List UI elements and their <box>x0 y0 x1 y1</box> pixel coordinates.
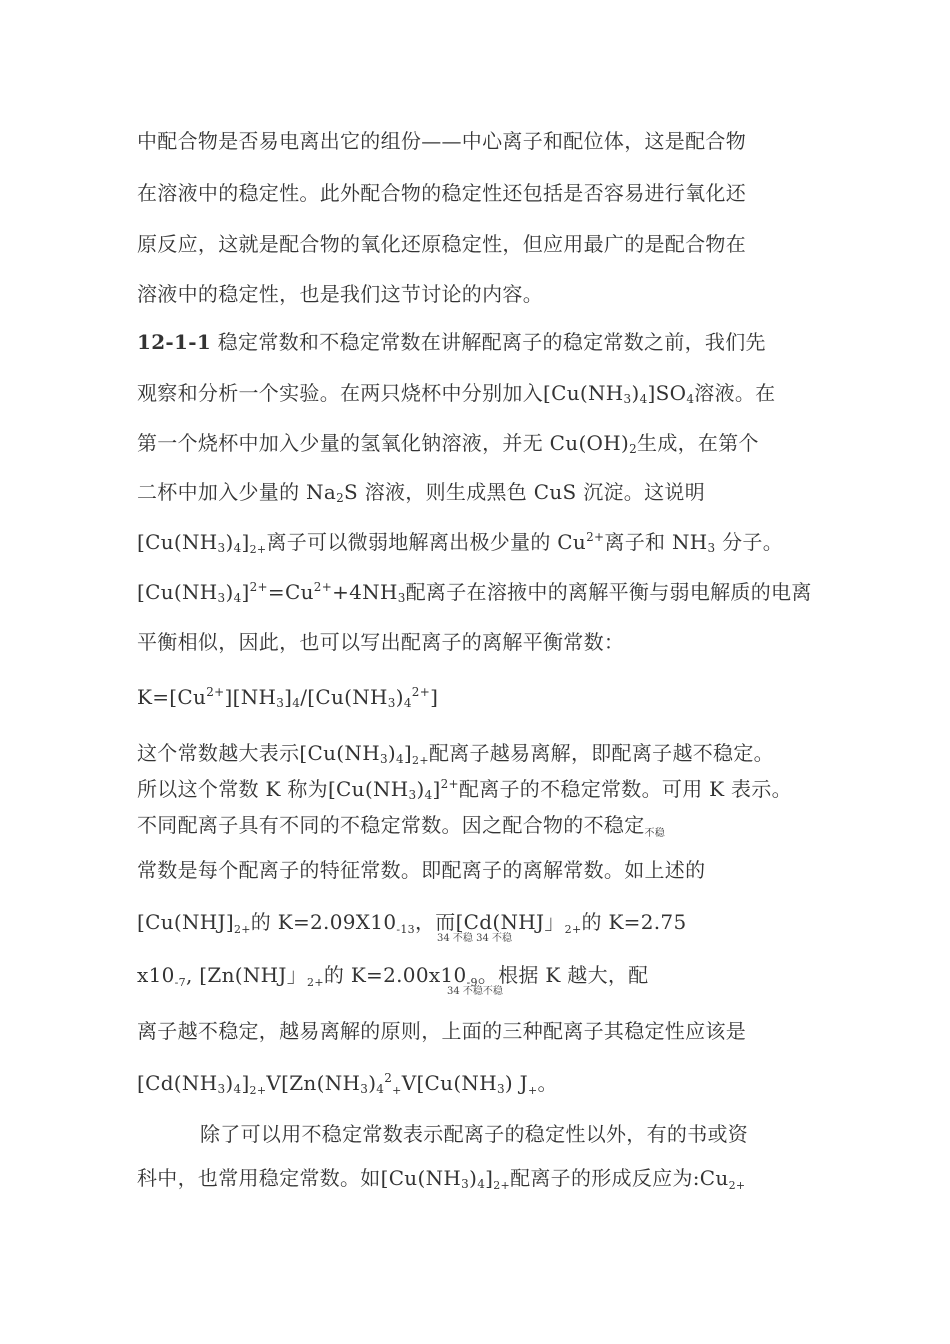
text-line <box>137 579 812 605</box>
section-number: 12-1-1 <box>137 330 212 354</box>
text-line <box>137 962 648 988</box>
subscript: 4 <box>376 1082 385 1096</box>
text-line <box>137 128 746 154</box>
text: ) <box>416 777 425 801</box>
text-line <box>137 1070 558 1096</box>
subscript: 4 <box>686 392 695 406</box>
text: 配离子在溶掖中的离解平衡与弱电解质的电离 <box>405 580 812 604</box>
text: 科中，也常用稳定常数。如[Cu(NH <box>137 1166 462 1190</box>
subscript: 2+ <box>249 1084 267 1097</box>
text: 的 K=2.00x10 <box>323 963 467 987</box>
subscript: -7 <box>174 976 186 989</box>
text: 的 K=2.75 <box>581 910 687 934</box>
text: 配离子的不稳定常数。可用 K 表示。 <box>458 777 792 801</box>
text: 这个常数越大表示[Cu(NH <box>137 741 380 765</box>
subscript: 4 <box>233 591 242 605</box>
text: 所以这个常数 K 称为[Cu(NH <box>137 777 409 801</box>
text: 溶液。在 <box>694 381 776 405</box>
section-heading-line <box>137 329 766 355</box>
text-line <box>137 812 665 838</box>
text: 第一个烧杯中加入少量的氢氧化钠溶液，并无 Cu(OH) <box>137 431 630 455</box>
superscript: 2+ <box>411 685 431 699</box>
text: 观察和分析一个实验。在两只烧杯中分别加入[Cu(NH <box>137 381 624 405</box>
text-line <box>137 180 746 206</box>
subscript: 2+ <box>307 976 324 989</box>
subscript: 2 <box>336 491 345 505</box>
text-line <box>137 629 624 655</box>
subscript: 3 <box>217 1082 226 1096</box>
text-line <box>137 857 705 883</box>
subscript: 3 <box>360 1082 369 1096</box>
text: ) <box>225 530 234 554</box>
text: [Cd(NH <box>137 1071 218 1095</box>
text: 在溶液中的稳定性。此外配合物的稳定性还包括是否容易进行氧化还 <box>137 181 746 205</box>
text: ) <box>225 580 234 604</box>
superscript: 2+ <box>249 580 268 594</box>
text: , [Zn(NHJ」 <box>185 963 308 987</box>
subscript: 3 <box>707 541 716 555</box>
text-line <box>137 281 543 307</box>
subscript: 4 <box>477 1177 486 1191</box>
text-line <box>137 231 746 257</box>
text: /[Cu(NH <box>300 685 388 709</box>
text: 离子越不稳定，越易离解的原则，上面的三种配离子其稳定性应该是 <box>137 1019 746 1043</box>
text: ) <box>387 741 396 765</box>
subscript: 2 <box>629 442 638 456</box>
text: 离子可以微弱地解离出极少量的 Cu <box>266 530 587 554</box>
text: ] <box>430 685 439 709</box>
text: ) <box>469 1166 478 1190</box>
superscript: 2+ <box>313 580 333 594</box>
text: 除了可以用不稳定常数表示配离子的稳定性以外，有的书或资 <box>200 1122 749 1146</box>
subscript-label: 34 不稳 34 不稳 <box>437 933 512 944</box>
text: ] <box>241 580 250 604</box>
subscript: 2+ <box>564 923 582 936</box>
text: [Cu(NH <box>137 530 218 554</box>
text: 。根据 K 越大，配 <box>477 963 649 987</box>
text: ] <box>432 777 441 801</box>
text: ) J <box>504 1071 528 1095</box>
formula-line <box>137 684 438 710</box>
text: ][NH <box>224 685 277 709</box>
subscript: 3 <box>217 591 226 605</box>
subscript: 3 <box>397 591 406 605</box>
text: ] <box>241 1071 250 1095</box>
subscript: 2+ <box>493 1179 511 1192</box>
text: ，而[Cd(NHJ」 <box>414 910 565 934</box>
text: ]SO <box>647 381 687 405</box>
text: ] <box>485 1166 494 1190</box>
subscript: 3 <box>387 696 396 710</box>
text: 离子和 NH <box>604 530 708 554</box>
subscript: 4 <box>424 788 433 802</box>
text-line <box>137 380 775 406</box>
superscript: 2 <box>384 1071 393 1085</box>
superscript: 2+ <box>586 530 605 544</box>
text-line <box>137 479 705 505</box>
text-line <box>137 740 774 766</box>
subscript: + <box>528 1084 538 1097</box>
text: [Cu(NHJ] <box>137 910 234 934</box>
text: +4NH <box>332 580 398 604</box>
text: 生成，在第个 <box>637 431 759 455</box>
text: ) <box>631 381 640 405</box>
subscript: 4 <box>233 1082 242 1096</box>
subscript: 4 <box>403 696 412 710</box>
text: V[Zn(NH <box>266 1071 361 1095</box>
subscript-label: 34 不稳不稳 <box>447 986 503 997</box>
text: 常数是每个配离子的特征常数。即配离子的离解常数。如上述的 <box>137 858 706 882</box>
subscript: -9 <box>466 976 478 989</box>
text: =Cu <box>267 580 314 604</box>
text: 原反应，这就是配合物的氧化还原稳定性，但应用最广的是配合物在 <box>137 232 746 256</box>
subscript: 2+ <box>728 1179 746 1192</box>
text: ) <box>225 1071 234 1095</box>
subscript: 2+ <box>412 754 429 767</box>
superscript: 2+ <box>206 685 225 699</box>
subscript: 4 <box>639 392 648 406</box>
subscript: 3 <box>276 696 285 710</box>
text: 分子。 <box>715 530 783 554</box>
text: ] <box>284 685 293 709</box>
subscript: 4 <box>292 696 301 710</box>
subscript: 3 <box>461 1177 470 1191</box>
text: V[Cu(NH <box>401 1071 497 1095</box>
text: 不同配离子具有不同的不稳定常数。因之配合物的不稳定 <box>137 813 645 837</box>
text-line <box>137 529 783 555</box>
text: S 溶液，则生成黑色 CuS 沉淀。这说明 <box>344 480 705 504</box>
subscript-label: 不稳 <box>644 828 666 839</box>
text: 配离子的形成反应为:Cu <box>510 1166 729 1190</box>
text: 。 <box>537 1071 558 1095</box>
subscript: -13 <box>396 923 415 936</box>
text-line <box>137 776 792 802</box>
subscript: 4 <box>395 752 404 766</box>
subscript: 3 <box>623 392 632 406</box>
text: ] <box>241 530 250 554</box>
subscript: 3 <box>496 1082 505 1096</box>
text: K=[Cu <box>137 685 207 709</box>
subscript: 3 <box>379 752 388 766</box>
text-line <box>137 909 686 935</box>
subscript: + <box>392 1084 402 1097</box>
text-line <box>137 1165 745 1191</box>
text-line <box>137 1018 746 1044</box>
text: ) <box>368 1071 377 1095</box>
text: 的 K=2.09X10 <box>250 910 397 934</box>
text: [Cu(NH <box>137 580 218 604</box>
text: ] <box>403 741 413 765</box>
text: 二杯中加入少量的 Na <box>137 480 337 504</box>
text: x10 <box>137 963 175 987</box>
subscript: 3 <box>408 788 417 802</box>
superscript: 2+ <box>440 777 459 791</box>
text: ) <box>395 685 404 709</box>
subscript: 2+ <box>249 543 267 556</box>
text: 平衡相似，因此，也可以写出配离子的离解平衡常数： <box>137 630 625 654</box>
text: 中配合物是否易电离出它的组份——中心离子和配位体，这是配合物 <box>137 129 746 153</box>
subscript: 2+ <box>233 923 251 936</box>
text: 稳定常数和不稳定常数在讲解配离子的稳定常数之前，我们先 <box>211 330 766 354</box>
text: 溶液中的稳定性，也是我们这节讨论的内容。 <box>137 282 543 306</box>
subscript: 3 <box>217 541 226 555</box>
text-line <box>200 1121 748 1147</box>
text-line <box>137 430 759 456</box>
text: 配离子越易离解，即配离子越不稳定。 <box>428 741 774 765</box>
subscript: 4 <box>233 541 242 555</box>
